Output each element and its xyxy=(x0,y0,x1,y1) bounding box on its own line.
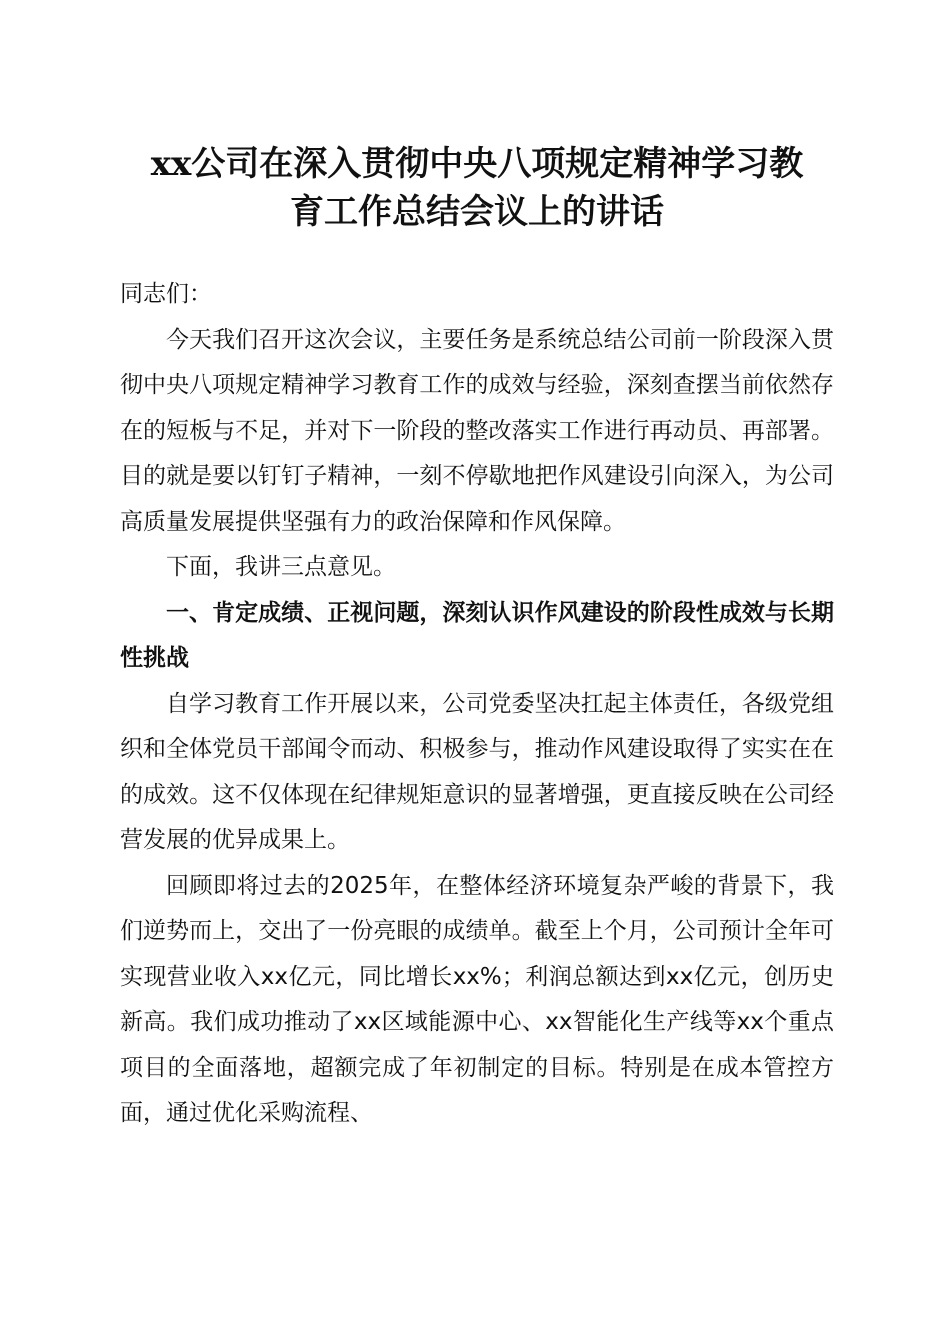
paragraph-review-2025: 回顾即将过去的2025年，在整体经济环境复杂严峻的背景下，我们逆势而上，交出了一份亮眼的成绩单。截至上个月，公司预计全年可实现营业收入xx亿元，同比增长xx%；利润总额达到xx亿元，创历史新高。我们成功推动了xx区域能源中心、xx智能化生产线等xx个重点项目的全面落地，超额完成了年初制定的目标。特别是在成本管控方面，通过优化采购流程、 xyxy=(120,872,834,1126)
paragraph-intro: 今天我们召开这次会议，主要任务是系统总结公司前一阶段深入贯彻中央八项规定精神学习教育工作的成效与经验，深刻查摆当前依然存在的短板与不足，并对下一阶段的整改落实工作进行再动员、再部署。目的就是要以钉钉子精神，一刻不停歇地把作风建设引向深入，为公司高质量发展提供坚强有力的政治保障和作风保障。 xyxy=(120,326,834,535)
document-title xyxy=(120,140,834,236)
title-line-1: xx公司在深入贯彻中央八项规定精神学习教 xyxy=(150,144,804,184)
paragraph-outline: 下面，我讲三点意见。 xyxy=(166,554,396,580)
document-body xyxy=(120,272,834,1137)
greeting: 同志们： xyxy=(120,281,212,307)
paragraph-achievements: 自学习教育工作开展以来，公司党委坚决扛起主体责任，各级党组织和全体党员干部闻令而动、积极参与，推动作风建设取得了实实在在的成效。这不仅体现在纪律规矩意识的显著增强，更直接反映在公司经营发展的优异成果上。 xyxy=(120,690,834,853)
title-line-2: 育工作总结会议上的讲话 xyxy=(290,192,664,232)
section-heading-1: 一、肯定成绩、正视问题，深刻认识作风建设的阶段性成效与长期性挑战 xyxy=(120,599,834,671)
